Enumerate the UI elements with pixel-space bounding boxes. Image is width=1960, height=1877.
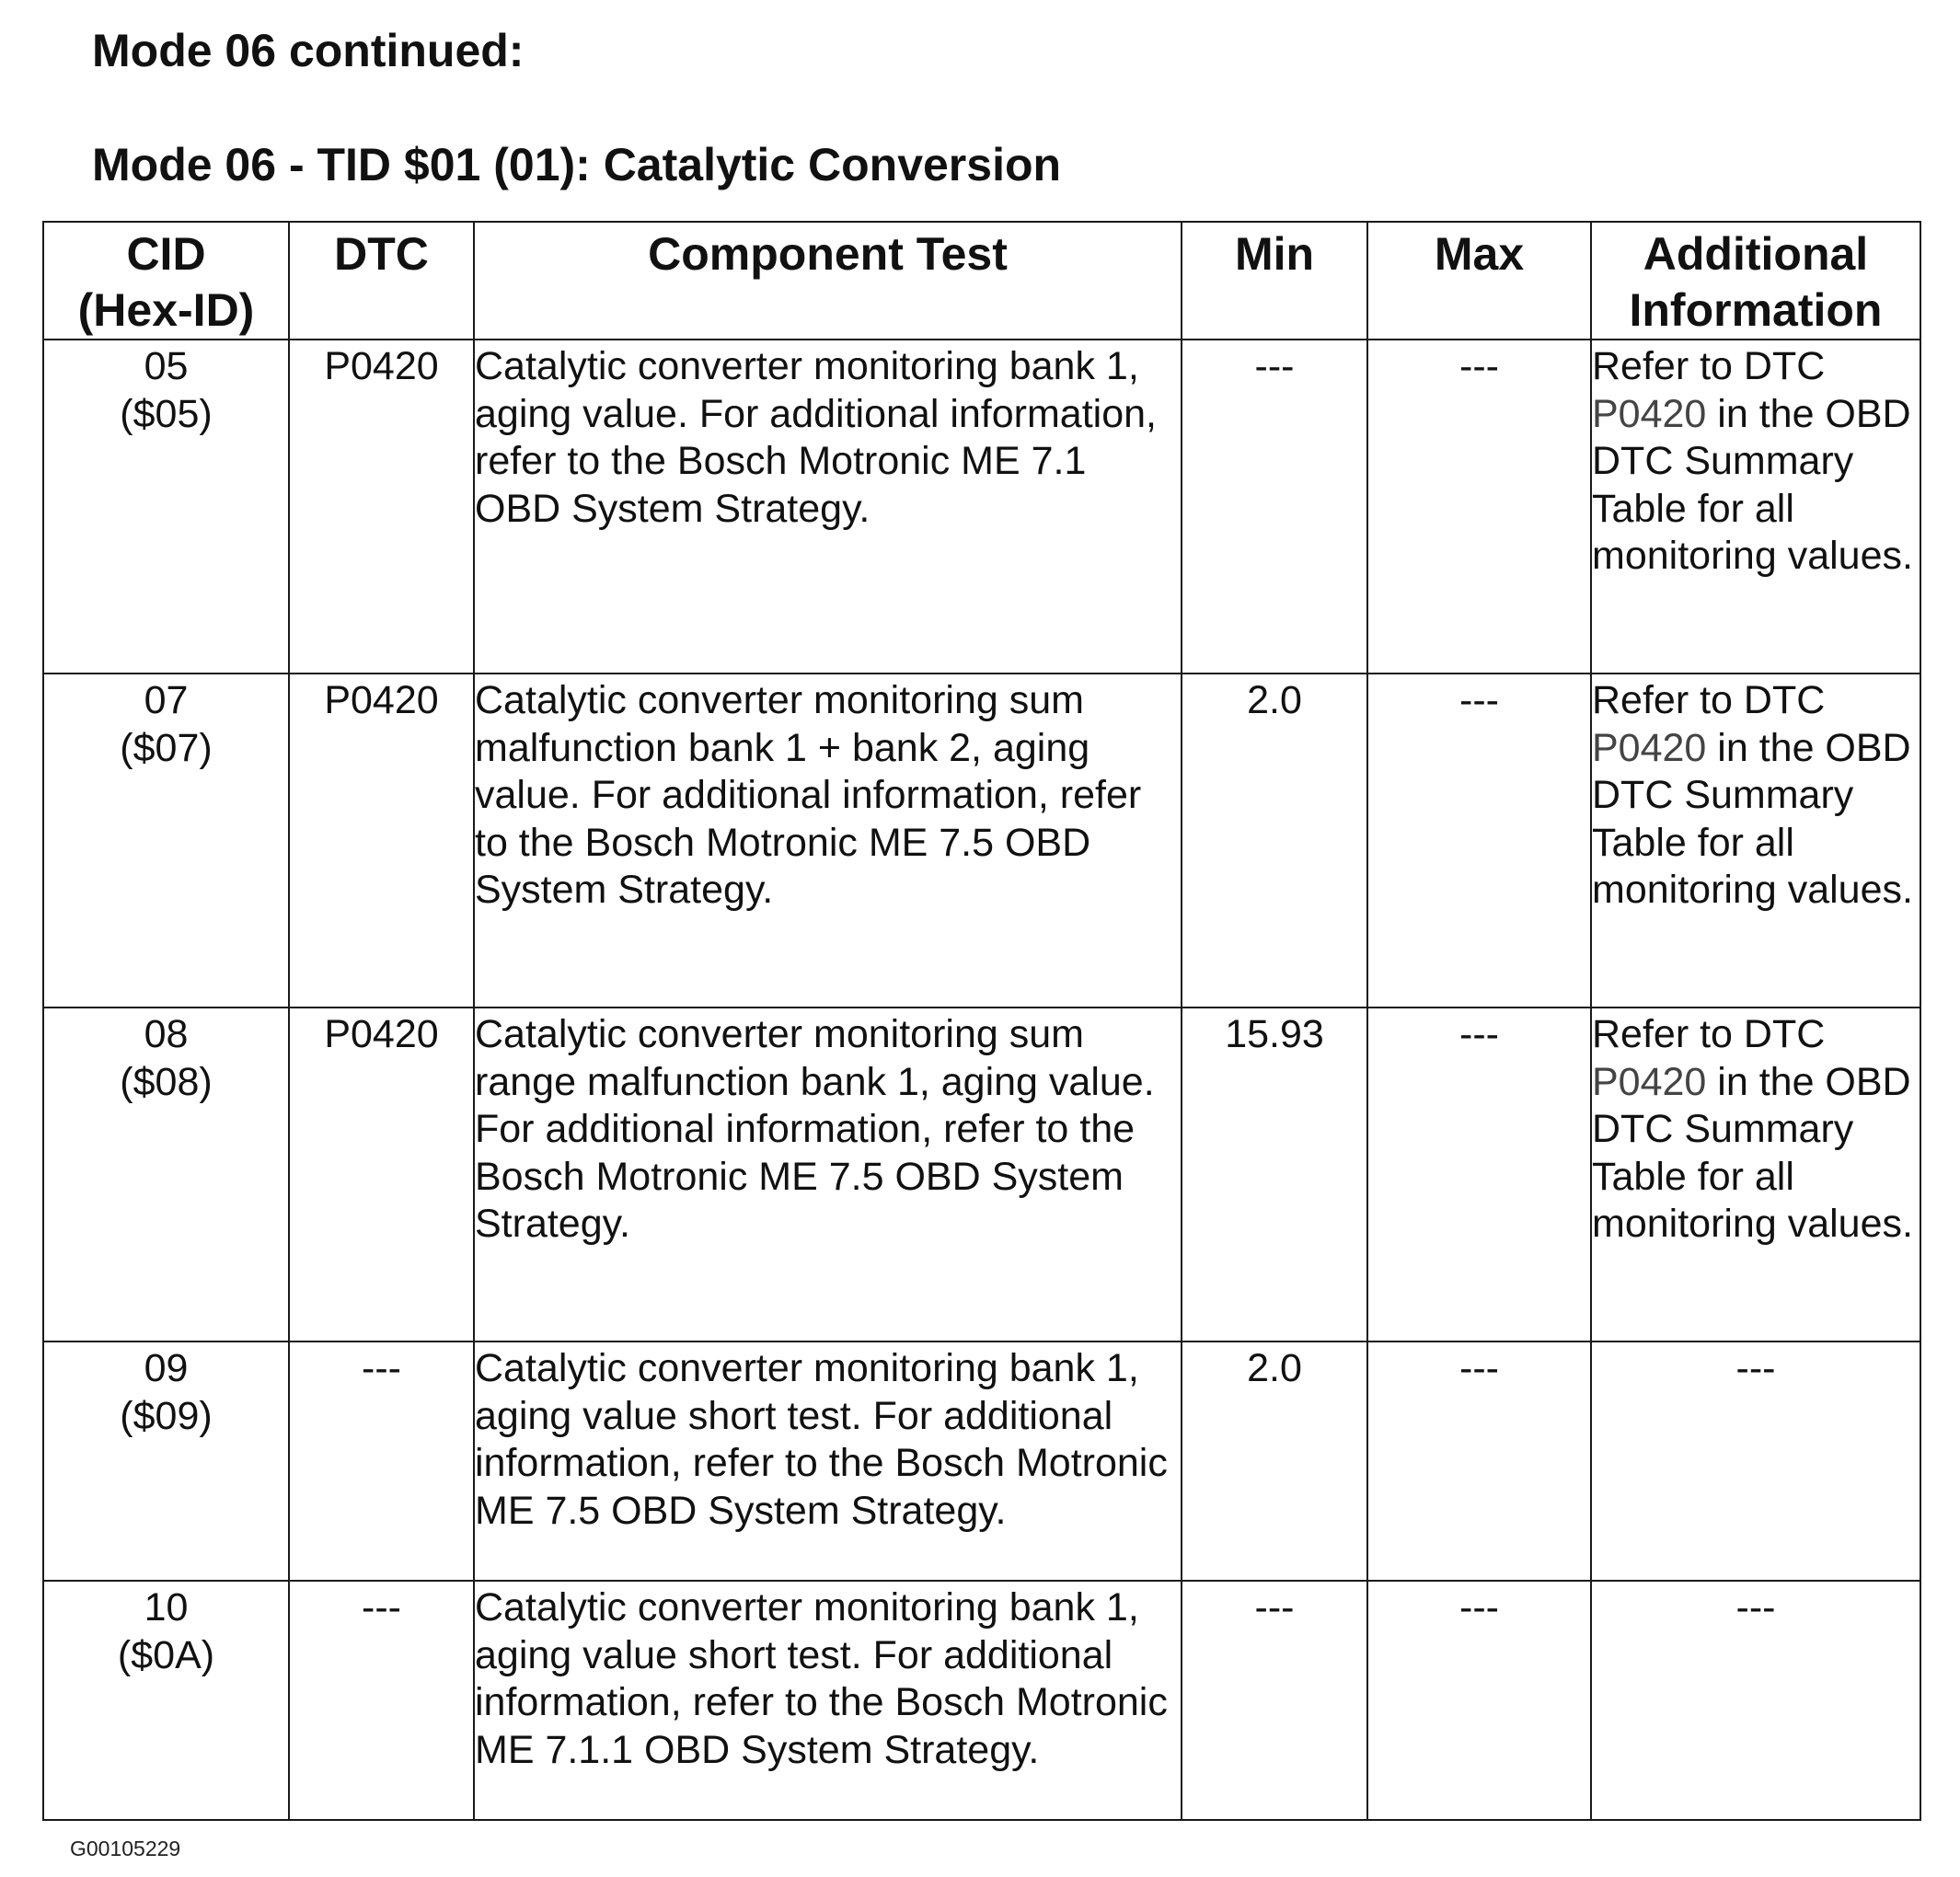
table-row bbox=[43, 1581, 1920, 1820]
header-min: Min bbox=[1182, 222, 1367, 340]
additional-info-cell bbox=[1591, 340, 1920, 674]
max-cell: --- bbox=[1367, 1342, 1591, 1581]
header-component-test: Component Test bbox=[474, 222, 1182, 340]
max-cell: --- bbox=[1367, 1581, 1591, 1820]
table-row bbox=[43, 340, 1920, 674]
header-additional-info bbox=[1591, 222, 1920, 340]
table-title: Mode 06 - TID $01 (01): Catalytic Conversion bbox=[92, 139, 1062, 190]
hex-id-value: ($07) bbox=[120, 725, 213, 770]
component-test-cell: Catalytic converter monitoring bank 1, aging value short test. For additional information, refer to the Bosch Motronic ME 7.1.1 OBD System Strategy. bbox=[474, 1581, 1182, 1820]
header-cid-line: CID bbox=[126, 228, 206, 280]
cid-value: 09 bbox=[144, 1346, 189, 1390]
max-cell: --- bbox=[1367, 1008, 1591, 1342]
table-row bbox=[43, 674, 1920, 1008]
cid-cell bbox=[43, 1008, 289, 1342]
dtc-cell: P0420 bbox=[289, 674, 474, 1008]
min-cell: 2.0 bbox=[1182, 1342, 1367, 1581]
info-dtc-reference: P0420 bbox=[1592, 725, 1707, 770]
info-text: Refer to DTC bbox=[1592, 678, 1826, 722]
hex-id-value: ($09) bbox=[120, 1393, 213, 1438]
cid-cell bbox=[43, 340, 289, 674]
min-cell: 2.0 bbox=[1182, 674, 1367, 1008]
min-cell: --- bbox=[1182, 340, 1367, 674]
info-dtc-reference: P0420 bbox=[1592, 391, 1707, 436]
info-dtc-reference: P0420 bbox=[1592, 1059, 1707, 1104]
header-cid bbox=[43, 222, 289, 340]
info-text: in the OBD DTC Summary Table for all monitoring values. bbox=[1592, 725, 1913, 912]
header-cid-line: (Hex-ID) bbox=[77, 284, 255, 336]
cid-value: 05 bbox=[144, 344, 189, 388]
header-info-line: Additional bbox=[1643, 228, 1869, 280]
cid-cell bbox=[43, 1342, 289, 1581]
hex-id-value: ($05) bbox=[120, 391, 213, 436]
dtc-cell: P0420 bbox=[289, 340, 474, 674]
table-row bbox=[43, 1008, 1920, 1342]
dtc-cell: --- bbox=[289, 1581, 474, 1820]
additional-info-cell bbox=[1591, 1008, 1920, 1342]
header-info-line: Information bbox=[1629, 284, 1883, 336]
cid-value: 08 bbox=[144, 1012, 189, 1056]
additional-info-cell: --- bbox=[1591, 1581, 1920, 1820]
dtc-cell: P0420 bbox=[289, 1008, 474, 1342]
header-dtc: DTC bbox=[289, 222, 474, 340]
additional-info-cell: --- bbox=[1591, 1342, 1920, 1581]
mode06-table bbox=[42, 221, 1921, 1821]
header-row bbox=[43, 222, 1920, 340]
component-test-cell: Catalytic converter monitoring bank 1, aging value short test. For additional information, refer to the Bosch Motronic ME 7.5 OBD System Strategy. bbox=[474, 1342, 1182, 1581]
component-test-cell: Catalytic converter monitoring bank 1, aging value. For additional information, refer to the Bosch Motronic ME 7.1 OBD System Strategy. bbox=[474, 340, 1182, 674]
hex-id-value: ($0A) bbox=[117, 1632, 215, 1677]
figure-id: G00105229 bbox=[70, 1837, 181, 1860]
cid-cell bbox=[43, 1581, 289, 1820]
component-test-cell: Catalytic converter monitoring sum range malfunction bank 1, aging value. For additional information, refer to the Bosch Motronic ME 7.5 OBD System Strategy. bbox=[474, 1008, 1182, 1342]
additional-info-cell bbox=[1591, 674, 1920, 1008]
cid-value: 10 bbox=[144, 1585, 189, 1629]
min-cell: 15.93 bbox=[1182, 1008, 1367, 1342]
max-cell: --- bbox=[1367, 340, 1591, 674]
component-test-cell: Catalytic converter monitoring sum malfunction bank 1 + bank 2, aging value. For additional information, refer to the Bosch Motronic ME 7.5 OBD System Strategy. bbox=[474, 674, 1182, 1008]
info-text: Refer to DTC bbox=[1592, 344, 1826, 388]
info-text: in the OBD DTC Summary Table for all monitoring values. bbox=[1592, 391, 1913, 578]
info-text: in the OBD DTC Summary Table for all monitoring values. bbox=[1592, 1059, 1913, 1246]
info-text: Refer to DTC bbox=[1592, 1012, 1826, 1056]
cid-cell bbox=[43, 674, 289, 1008]
section-heading: Mode 06 continued: bbox=[92, 25, 525, 76]
min-cell: --- bbox=[1182, 1581, 1367, 1820]
table-row bbox=[43, 1342, 1920, 1581]
dtc-cell: --- bbox=[289, 1342, 474, 1581]
header-max: Max bbox=[1367, 222, 1591, 340]
max-cell: --- bbox=[1367, 674, 1591, 1008]
cid-value: 07 bbox=[144, 678, 189, 722]
hex-id-value: ($08) bbox=[120, 1059, 213, 1104]
